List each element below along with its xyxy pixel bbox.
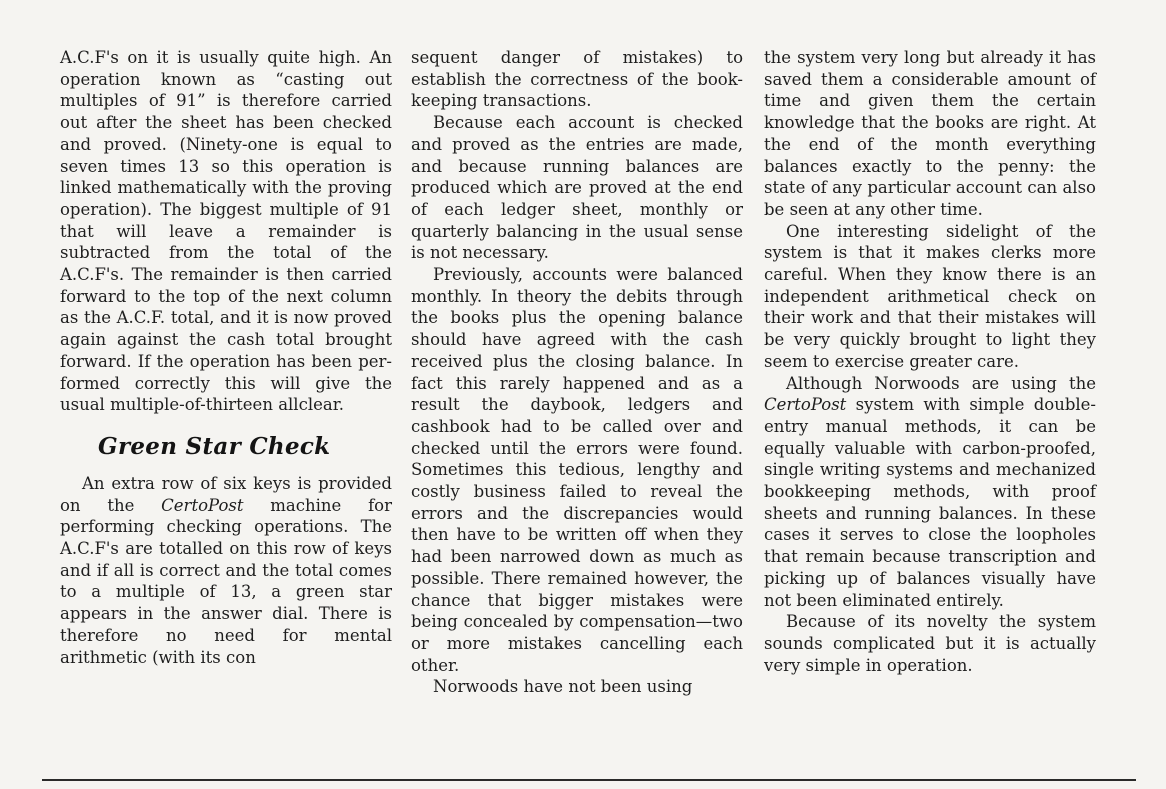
brand-name: CertoPost xyxy=(764,395,847,415)
paragraph-text: machine for performing checking operations. The A.C.F's are totalled on this row of keys and if all is correct and the total comes to a multiple of 13, a green star appears in the answer dial. There is therefore no need for mental arithmetic (with its con xyxy=(60,495,393,667)
brand-name: CertoPost xyxy=(161,495,244,515)
text-column-1 xyxy=(60,47,392,668)
paragraph-text: Although Norwoods are using the xyxy=(786,373,1096,393)
text-column-2 xyxy=(411,47,743,698)
paragraph: Because each account is checked and proved as the entries are made, and because running balances are produced which are proved at the end of each ledger sheet, monthly or quarterly balancing in the usual sense is not necessary. xyxy=(411,113,743,263)
paragraph: sequent danger of mistakes) to establish the correctness of the book-keeping transactions. xyxy=(411,48,743,111)
paragraph: A.C.F's on it is usually quite high. An operation known as “casting out multiples of 91” is therefore carried out after the sheet has been checked and proved. (Ninety-one is equal to seven times 13 so this operation is linked mathematically with the proving operation). The biggest multiple of 91 that will leave a remainder is subtracted from the total of the A.C.F's. The remainder is then carried forward to the top of the next column as the A.C.F. total, and it is now proved again against the cash total brought forward. If the operation has been performed correctly this will give the usual multiple-of-thirteen allclear. xyxy=(60,48,392,415)
paragraph: Previously, accounts were balanced monthly. In theory the debits through the books plus the opening balance should have agreed with the cash received plus the closing balance. In fact this rarely happened and as a result the daybook, ledgers and cashbook had to be called over and checked until the errors were found. Sometimes this tedious, lengthy and costly business failed to reveal the errors and the discrepancies would then have to be written off when they had been narrowed down as much as possible. There remained however, the chance that bigger mistakes were being concealed by compensation—two or more mistakes cancelling each other. xyxy=(411,265,743,675)
paragraph xyxy=(60,473,392,668)
paragraph: One interesting sidelight of the system is that it makes clerks more careful. When they know there is an independent arithmetical check on their work and that their mistakes will be very quickly brought to light they seem to exercise greater care. xyxy=(764,221,1096,371)
section-heading: Green Star Check xyxy=(98,432,331,460)
paragraph: Norwoods have not been using xyxy=(433,677,693,697)
paragraph-text: system with simple double-entry manual methods, it can be equally valuable with carbon-proofed, single writing systems and mechanized bookkeeping methods, with proof sheets and running balances. In these cases it serves to close the loopholes that remain because transcription and picking up of balances visually have not been eliminated entirely. xyxy=(764,395,1096,610)
bottom-rule xyxy=(42,779,1136,781)
paragraph: Because of its novelty the system sounds complicated but it is actually very simple in operation. xyxy=(764,612,1096,675)
paragraph: the system very long but already it has saved them a considerable amount of time and given them the certain knowledge that the books are right. At the end of the month everything balances exactly to the penny: the state of any particular account can also be seen at any other time. xyxy=(764,48,1096,219)
paragraph-text: An extra row of six keys is provided on the xyxy=(60,473,392,515)
paragraph xyxy=(764,373,1096,612)
text-column-3 xyxy=(764,47,1096,676)
